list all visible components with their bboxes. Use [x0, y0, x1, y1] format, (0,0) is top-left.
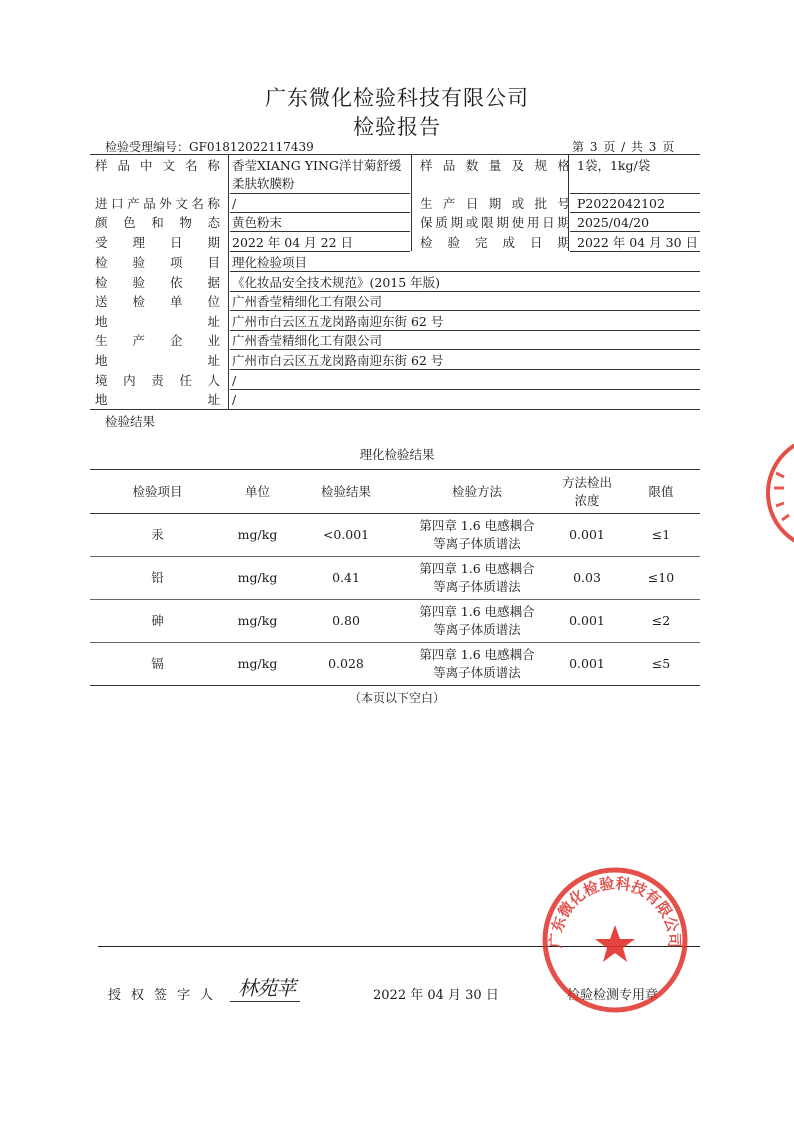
underline [230, 212, 410, 213]
cell-item: 砷 [90, 600, 225, 643]
cell-limit: ≤2 [622, 600, 700, 643]
cell-item: 汞 [90, 514, 225, 557]
label-char: 外 [159, 196, 172, 211]
cell-limit: ≤5 [622, 643, 700, 686]
underline [230, 271, 700, 272]
label-char: 批 [534, 196, 548, 211]
label-char: 文 [162, 158, 175, 173]
label-char: 验 [447, 235, 460, 250]
signer-label: 授权签字人 [108, 988, 224, 1003]
cell-limit: ≤10 [622, 557, 700, 600]
info-label [95, 293, 220, 310]
label-char: 态 [207, 215, 220, 230]
cell-detection: 0.001 [552, 514, 622, 557]
label-char: 址 [207, 353, 220, 368]
receipt-number [105, 138, 314, 155]
info-value: 《化妆品安全技术规范》(2015 年版) [232, 275, 441, 290]
receipt-number-label: 检验受理编号： [105, 140, 190, 154]
label-char: 业 [207, 333, 220, 348]
table-row [90, 514, 700, 557]
label-char: 名 [184, 158, 198, 173]
label-char: 限 [481, 215, 494, 230]
table-row [90, 643, 700, 686]
cell-result: 0.41 [290, 557, 402, 600]
cell-result: 0.80 [290, 600, 402, 643]
label-char: 内 [123, 373, 136, 388]
column-header: 检验项目 [90, 470, 225, 514]
info-value: / [232, 196, 237, 211]
label-char: 及 [511, 158, 525, 173]
info-value-2: 2022 年 04 月 30 日 [577, 235, 698, 250]
label-char: 期 [488, 196, 502, 211]
label-char: 样 [420, 158, 433, 173]
label-char: 地 [95, 392, 108, 407]
label-char: 保 [420, 215, 433, 230]
label-char: 验 [132, 255, 145, 270]
label-char: 地 [95, 314, 108, 329]
cell-detection: 0.001 [552, 600, 622, 643]
info-value: 黄色粉末 [232, 215, 283, 230]
divider [90, 154, 700, 155]
info-value: 2022 年 04 月 22 日 [232, 235, 353, 250]
label-char: 期 [207, 235, 220, 250]
info-label [95, 274, 220, 291]
label-char: 境 [95, 373, 108, 388]
column-header: 方法检出浓度 [552, 470, 622, 514]
label-char: 理 [132, 235, 145, 250]
label-char: 检 [95, 255, 108, 270]
seal-caption: 检验检测专用章 [567, 988, 659, 1003]
info-label [95, 391, 220, 408]
underline [230, 291, 700, 292]
column-header: 检验方法 [402, 470, 552, 514]
info-value: 广州市白云区五龙岗路南迎东街 62 号 [232, 353, 444, 368]
label-char: 质 [435, 215, 448, 230]
cell-detection: 0.03 [552, 557, 622, 600]
cell-detection: 0.001 [552, 643, 622, 686]
underline [230, 193, 410, 194]
label-char: 址 [207, 392, 220, 407]
seal-ring-text: 广东微化检验科技有限公司 [546, 874, 684, 949]
results-table-title: 理化检验结果 [359, 447, 435, 462]
info-label [95, 234, 220, 251]
sign-date: 2022 年 04 月 30 日 [373, 988, 499, 1003]
underline [570, 193, 700, 194]
label-char: 受 [95, 235, 108, 250]
label-char: 期 [557, 235, 570, 250]
label-char: 地 [95, 353, 108, 368]
label-char: 或 [511, 196, 525, 211]
info-label-2 [420, 195, 570, 212]
label-char: 称 [207, 158, 220, 173]
info-label-2 [420, 214, 570, 231]
label-char: 完 [474, 235, 488, 250]
divider [90, 409, 700, 410]
label-char: 成 [502, 235, 515, 250]
label-char: 项 [169, 255, 183, 270]
report-title: 检验报告 [353, 115, 441, 139]
label-char: 或 [465, 215, 479, 230]
cell-unit: mg/kg [225, 514, 290, 557]
column-separator [411, 155, 412, 251]
info-label [95, 195, 220, 212]
page-info: 第 3 页 / 共 3 页 [572, 140, 675, 154]
label-char: 据 [207, 275, 220, 290]
cell-result: 0.028 [290, 643, 402, 686]
cell-method: 第四章 1.6 电感耦合 等离子体质谱法 [402, 600, 552, 643]
column-separator [568, 155, 569, 251]
underline [570, 251, 700, 252]
info-label [95, 313, 220, 330]
info-label [95, 332, 220, 349]
label-char: 日 [529, 235, 543, 250]
info-label [95, 372, 220, 389]
label-char: 产 [442, 196, 456, 211]
label-char: 样 [95, 158, 108, 173]
label-char: 文 [175, 196, 188, 211]
label-char: 品 [442, 158, 456, 173]
side-seal-icon [764, 428, 794, 558]
label-char: 址 [207, 314, 220, 329]
cell-method: 第四章 1.6 电感耦合 等离子体质谱法 [402, 514, 552, 557]
info-label-2 [420, 234, 570, 251]
info-value: / [232, 392, 237, 407]
label-char: 生 [420, 196, 433, 211]
signature: 林苑苹 [238, 976, 295, 1000]
label-char: 物 [179, 215, 192, 230]
cell-item: 镉 [90, 643, 225, 686]
label-char: 用 [526, 215, 540, 230]
info-value-2: 2025/04/20 [577, 215, 650, 230]
label-char: 日 [465, 196, 479, 211]
info-value: 广州香莹精细化工有限公司 [232, 333, 383, 348]
signature-underline [230, 1001, 300, 1002]
label-char: 检 [95, 275, 108, 290]
label-char: 验 [132, 275, 145, 290]
label-char: 产 [132, 333, 145, 348]
underline [230, 251, 410, 252]
label-char: 人 [207, 373, 220, 388]
company-name: 广东微化检验科技有限公司 [265, 86, 529, 110]
label-char: 格 [557, 158, 570, 173]
results-table [90, 469, 700, 686]
info-label-2 [420, 157, 570, 174]
underline [230, 349, 700, 350]
label-char: 中 [139, 158, 153, 173]
underline [230, 369, 700, 370]
info-value: 理化检验项目 [232, 255, 308, 270]
label-char: 依 [169, 275, 183, 290]
cell-limit: ≤1 [622, 514, 700, 557]
underline [230, 310, 700, 311]
label-char: 日 [169, 235, 183, 250]
info-value: 广州香莹精细化工有限公司 [232, 294, 383, 309]
label-char: 企 [169, 333, 183, 348]
label-char: 名 [191, 196, 204, 211]
underline [570, 231, 700, 232]
label-char: 规 [534, 158, 548, 173]
label-char: 称 [207, 196, 220, 211]
underline [570, 212, 700, 213]
label-char: 期 [450, 215, 464, 230]
column-header: 检验结果 [290, 470, 402, 514]
label-char: 任 [179, 373, 192, 388]
label-char: 数 [465, 158, 479, 173]
label-char: 检 [132, 294, 145, 309]
underline [230, 389, 700, 390]
label-char: 进 [95, 196, 108, 211]
label-char: 使 [511, 215, 525, 230]
label-char: 送 [95, 294, 108, 309]
label-char: 和 [151, 215, 164, 230]
label-char: 品 [143, 196, 156, 211]
label-char: 日 [542, 215, 555, 230]
cell-result: <0.001 [290, 514, 402, 557]
blank-below-note: （本页以下空白） [348, 691, 445, 705]
cell-method: 第四章 1.6 电感耦合 等离子体质谱法 [402, 557, 552, 600]
info-label [95, 157, 220, 174]
cell-unit: mg/kg [225, 557, 290, 600]
underline [230, 231, 410, 232]
label-char: 目 [207, 255, 220, 270]
label-char: 色 [123, 215, 136, 230]
underline [230, 330, 700, 331]
label-char: 单 [169, 294, 183, 309]
info-value: 香莹XIANG YING洋甘菊舒缓柔肤软膜粉 [232, 158, 402, 191]
table-header-row [90, 470, 700, 514]
label-char: 品 [117, 158, 130, 173]
label-char: 期 [496, 215, 509, 230]
label-char: 期 [557, 215, 570, 230]
cell-unit: mg/kg [225, 643, 290, 686]
cell-unit: mg/kg [225, 600, 290, 643]
column-separator [228, 155, 229, 409]
table-row [90, 600, 700, 643]
info-value-2: P2022042102 [577, 196, 665, 211]
column-header: 限值 [622, 470, 700, 514]
info-label [95, 352, 220, 369]
label-char: 产 [127, 196, 140, 211]
official-seal-icon [540, 865, 690, 1015]
label-char: 号 [557, 196, 570, 211]
label-char: 位 [207, 294, 220, 309]
info-value-2: 1袋，1kg/袋 [577, 158, 651, 173]
cell-method: 第四章 1.6 电感耦合 等离子体质谱法 [402, 643, 552, 686]
table-row [90, 557, 700, 600]
info-value: / [232, 373, 237, 388]
label-char: 生 [95, 333, 108, 348]
info-label [95, 214, 220, 231]
column-header: 单位 [225, 470, 290, 514]
info-value: 广州市白云区五龙岗路南迎东街 62 号 [232, 314, 444, 329]
results-section-label: 检验结果 [105, 414, 156, 429]
label-char: 颜 [95, 215, 108, 230]
label-char: 检 [420, 235, 433, 250]
label-char: 量 [488, 158, 502, 173]
info-label [95, 254, 220, 271]
label-char: 口 [111, 196, 124, 211]
label-char: 责 [151, 373, 164, 388]
cell-item: 铅 [90, 557, 225, 600]
receipt-number-value: GF01812022117439 [189, 140, 314, 154]
